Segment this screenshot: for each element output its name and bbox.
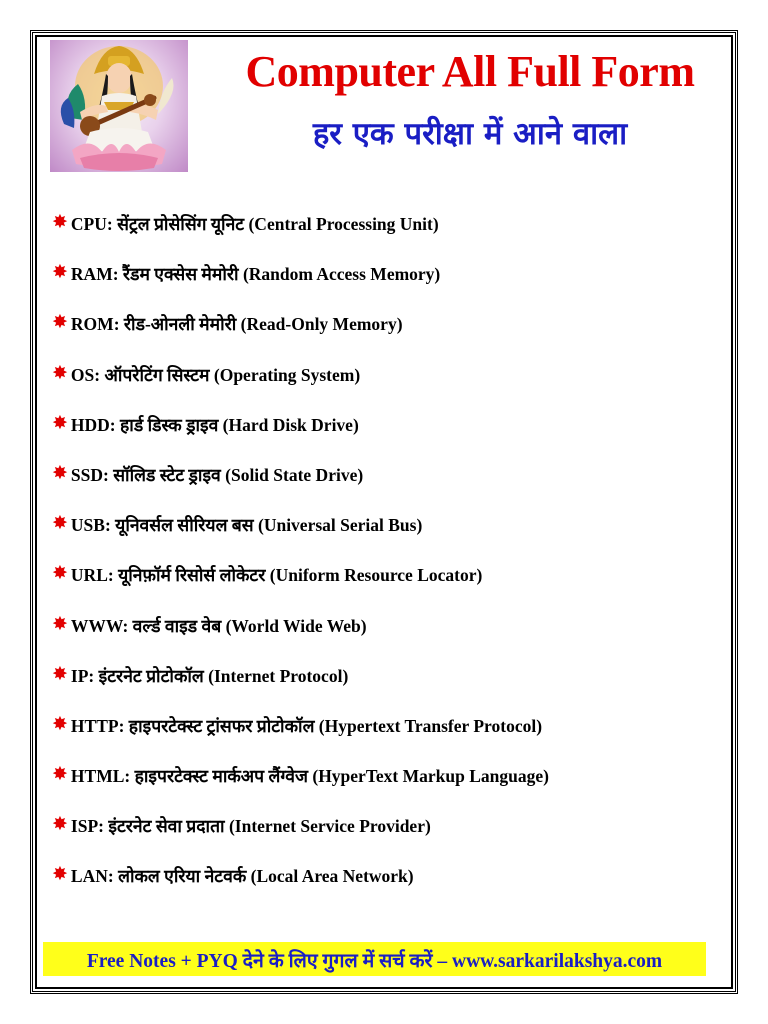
list-item xyxy=(52,664,712,714)
list-item xyxy=(52,764,712,814)
asterisk-star-icon: ✸ xyxy=(52,864,68,886)
asterisk-star-icon: ✸ xyxy=(52,262,68,284)
footer-text: Free Notes + PYQ देने के लिए गुगल में सर्च करें – www.sarkarilakshya.com xyxy=(86,950,663,972)
list-item-text: CPU: सेंट्रल प्रोसेसिंग यूनिट (Central Processing Unit) xyxy=(70,214,439,234)
page-title: Computer All Full Form xyxy=(245,47,695,96)
asterisk-star-icon: ✸ xyxy=(52,462,68,484)
list-item-text: ISP: इंटरनेट सेवा प्रदाता (Internet Service Provider) xyxy=(70,816,431,837)
list-item xyxy=(52,413,712,463)
list-item xyxy=(52,312,712,362)
list-item-text: LAN: लोकल एरिया नेटवर्क (Local Area Network) xyxy=(70,866,414,887)
asterisk-star-icon: ✸ xyxy=(52,212,68,233)
list-item xyxy=(52,212,712,262)
list-item-text: RAM: रैंडम एक्सेस मेमोरी (Random Access Memory) xyxy=(70,264,441,285)
list-item xyxy=(52,614,712,664)
list-item-text: URL: यूनिफ़ॉर्म रिसोर्स लोकेटर (Uniform Resource Locator) xyxy=(70,565,483,586)
list-item-text: SSD: सॉलिड स्टेट ड्राइव (Solid State Drive) xyxy=(70,464,364,485)
list-item xyxy=(52,262,712,312)
list-item-text: OS: ऑपरेटिंग सिस्टम (Operating System) xyxy=(70,364,361,385)
list-item xyxy=(52,363,712,413)
list-item xyxy=(52,463,712,513)
asterisk-star-icon: ✸ xyxy=(52,312,68,334)
asterisk-star-icon: ✸ xyxy=(52,663,68,685)
asterisk-star-icon: ✸ xyxy=(52,412,68,434)
goddess-saraswati-image xyxy=(50,40,188,172)
list-item-text: ROM: रीड-ओनली मेमोरी (Read-Only Memory) xyxy=(70,314,403,335)
list-item-text: WWW: वर्ल्ड वाइड वेब (World Wide Web) xyxy=(70,615,367,636)
list-item xyxy=(52,563,712,613)
asterisk-star-icon: ✸ xyxy=(52,563,68,585)
list-item xyxy=(52,864,712,914)
list-item xyxy=(52,714,712,764)
list-item-text: HDD: हार्ड डिस्क ड्राइव (Hard Disk Drive) xyxy=(70,414,359,435)
asterisk-star-icon: ✸ xyxy=(52,713,68,735)
asterisk-star-icon: ✸ xyxy=(52,513,68,535)
page-subtitle: हर एक परीक्षा में आने वाला xyxy=(312,116,628,152)
asterisk-star-icon: ✸ xyxy=(52,362,68,384)
list-item xyxy=(52,513,712,563)
list-item-text: IP: इंटरनेट प्रोटोकॉल (Internet Protocol) xyxy=(70,665,349,686)
list-item-text: HTTP: हाइपरटेक्स्ट ट्रांसफर प्रोटोकॉल (Hypertext Transfer Protocol) xyxy=(70,715,543,736)
list-item xyxy=(52,814,712,864)
list-item-text: HTML: हाइपरटेक्स्ट मार्कअप लैंग्वेज (HyperText Markup Language) xyxy=(70,766,549,787)
full-form-list xyxy=(52,212,712,915)
list-item-text: USB: यूनिवर्सल सीरियल बस (Universal Serial Bus) xyxy=(70,515,423,536)
asterisk-star-icon: ✸ xyxy=(52,814,68,836)
asterisk-star-icon: ✸ xyxy=(52,613,68,635)
footer-banner xyxy=(43,942,706,976)
asterisk-star-icon: ✸ xyxy=(52,764,68,786)
